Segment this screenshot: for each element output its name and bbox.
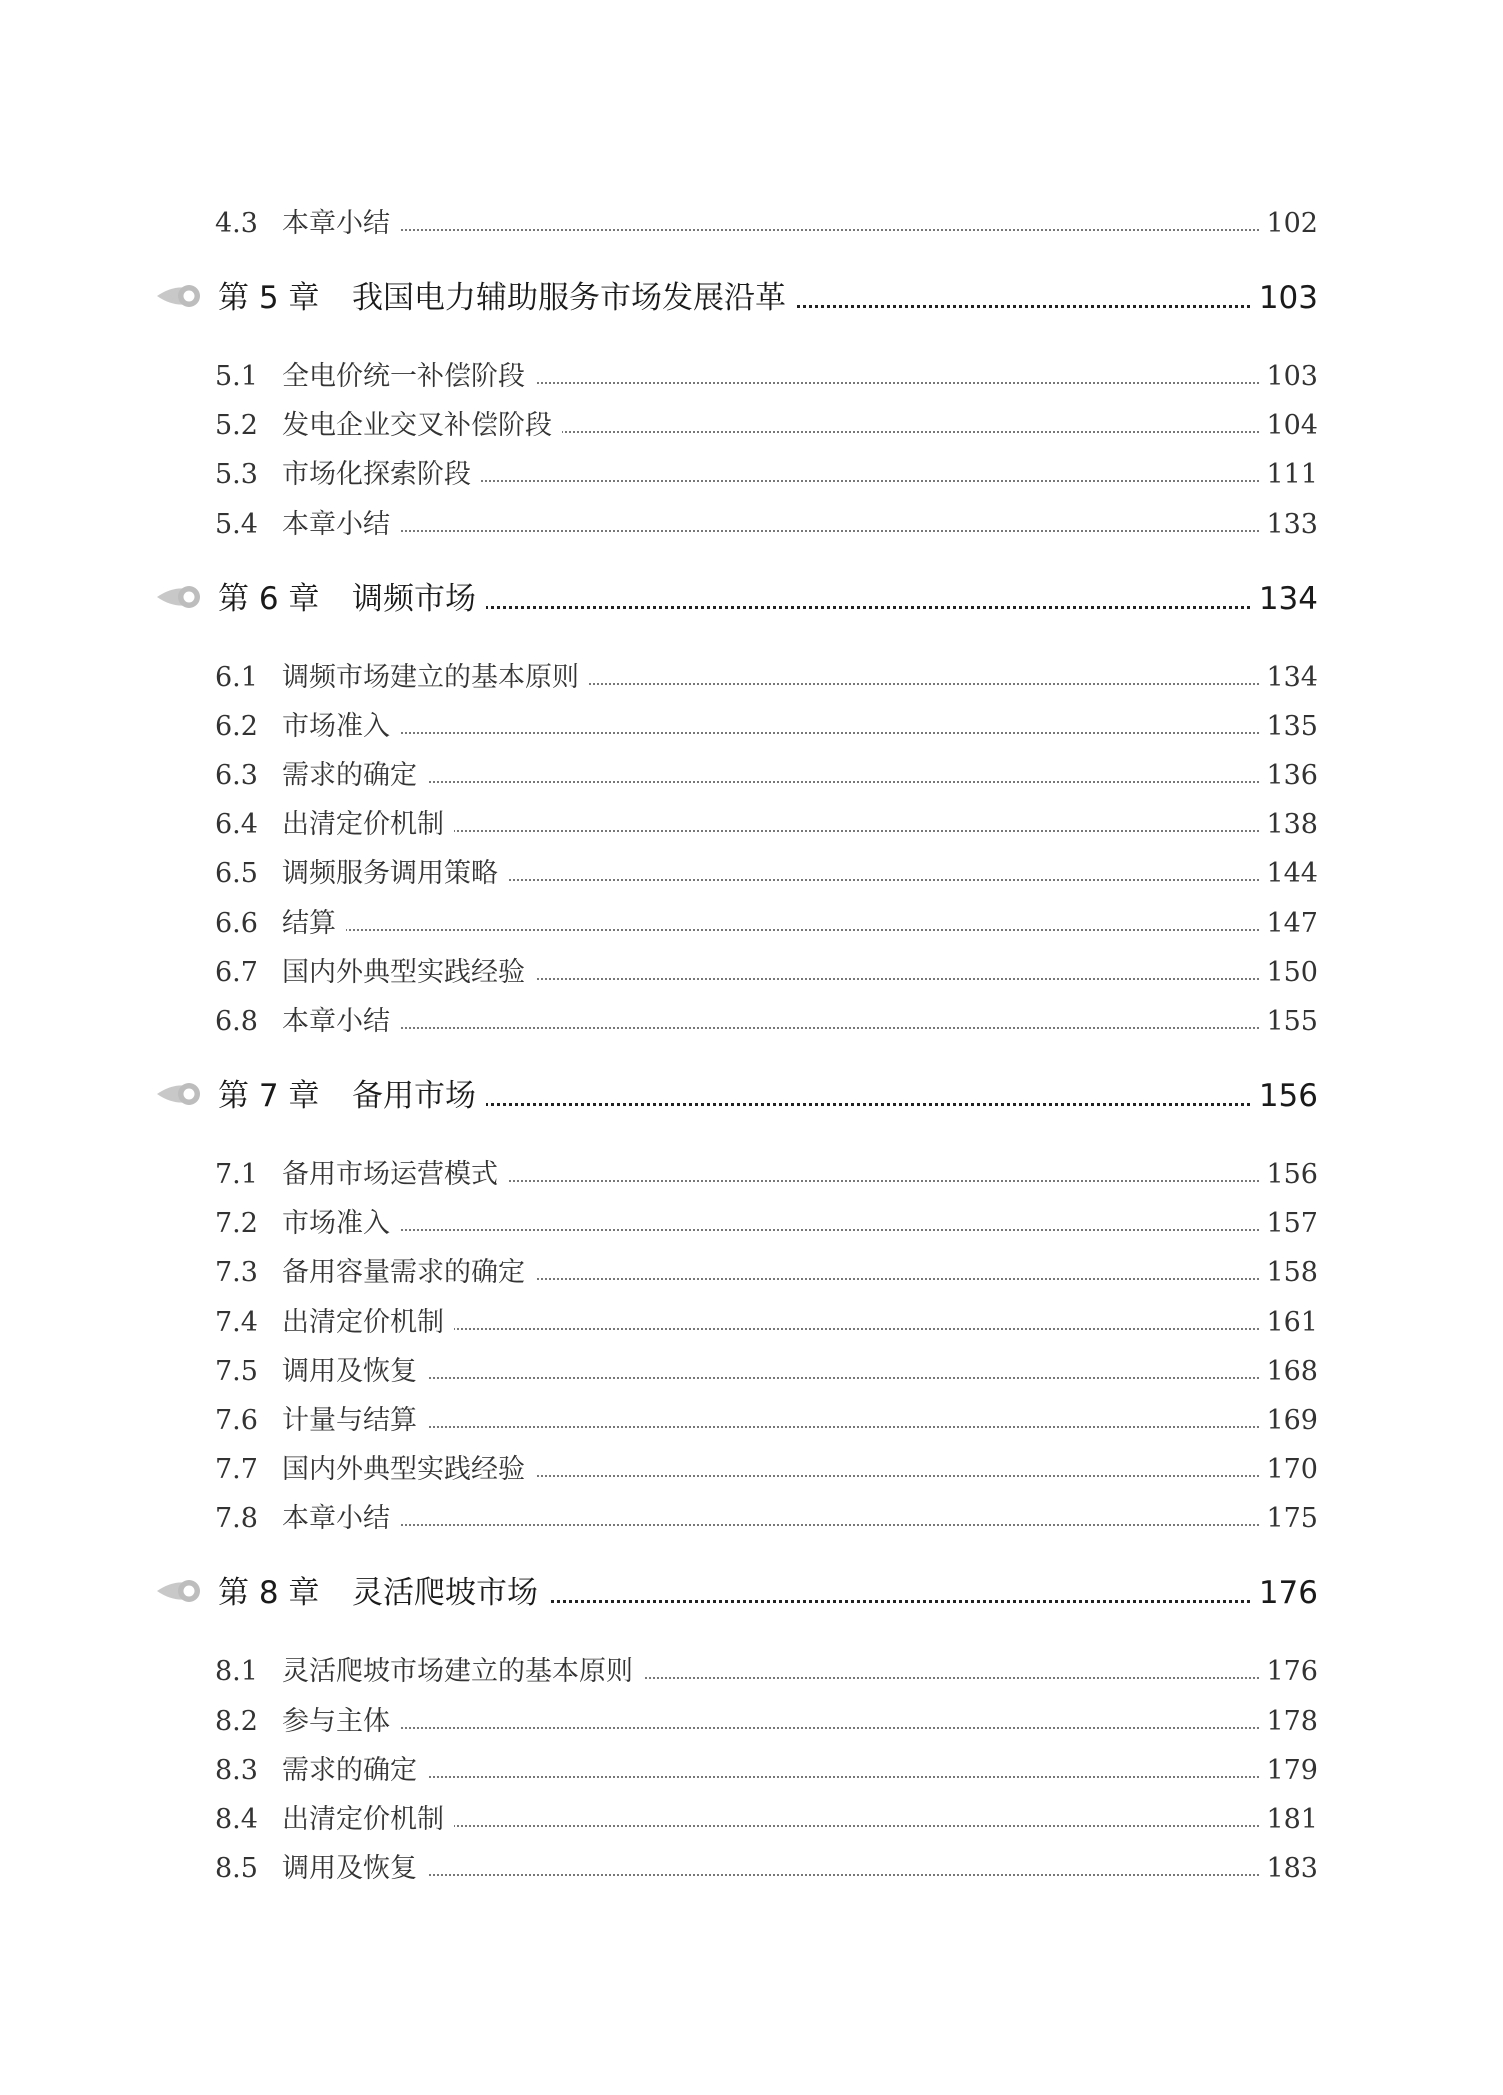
section-number: 6.7 bbox=[215, 956, 258, 988]
toc-section-row[interactable] bbox=[0, 951, 1503, 995]
toc-chapter-row[interactable] bbox=[0, 1068, 1503, 1124]
dot-leader bbox=[282, 1874, 1318, 1876]
chapter-number: 第 7 章 bbox=[218, 1078, 320, 1114]
page-number: 158 bbox=[1260, 1251, 1318, 1295]
section-title: 全电价统一补偿阶段 bbox=[282, 355, 535, 399]
toc-section-row[interactable] bbox=[0, 503, 1503, 547]
section-title: 需求的确定 bbox=[282, 1749, 427, 1793]
section-title: 本章小结 bbox=[282, 202, 400, 246]
chapter-marker-icon bbox=[155, 1576, 205, 1606]
chapter-marker-icon bbox=[155, 281, 205, 311]
chapter-title: 调频市场 bbox=[352, 571, 486, 627]
section-number: 5.1 bbox=[215, 361, 258, 392]
page-number: 157 bbox=[1260, 1202, 1318, 1246]
toc-section-row[interactable] bbox=[0, 754, 1503, 798]
dot-leader bbox=[352, 1103, 1318, 1106]
section-number: 7.5 bbox=[215, 1355, 258, 1387]
section-number: 4.3 bbox=[215, 208, 258, 239]
section-title: 备用市场运营模式 bbox=[282, 1153, 508, 1197]
section-number: 7.8 bbox=[215, 1503, 258, 1535]
section-title: 计量与结算 bbox=[282, 1399, 427, 1443]
page-number: 138 bbox=[1260, 803, 1318, 847]
page-number: 168 bbox=[1260, 1350, 1318, 1394]
toc-section-row[interactable] bbox=[0, 355, 1503, 399]
section-title: 调用及恢复 bbox=[282, 1847, 427, 1891]
page-number: 150 bbox=[1260, 951, 1318, 995]
dot-leader bbox=[352, 606, 1318, 609]
section-title: 市场准入 bbox=[282, 705, 400, 749]
dot-leader bbox=[282, 1229, 1318, 1231]
dot-leader bbox=[282, 1027, 1318, 1029]
chapter-title: 备用市场 bbox=[352, 1068, 486, 1124]
toc-section-row[interactable] bbox=[0, 1350, 1503, 1394]
section-title: 参与主体 bbox=[282, 1700, 400, 1744]
page-number: 104 bbox=[1260, 404, 1318, 448]
section-number: 5.2 bbox=[215, 410, 258, 442]
section-title: 备用容量需求的确定 bbox=[282, 1251, 535, 1295]
chapter-marker-icon bbox=[155, 1079, 205, 1109]
section-number: 7.4 bbox=[215, 1306, 258, 1338]
page-number: 103 bbox=[1253, 270, 1318, 326]
dot-leader bbox=[282, 1426, 1318, 1428]
toc-section-row[interactable] bbox=[0, 1251, 1503, 1295]
dot-leader bbox=[282, 1727, 1318, 1729]
toc-section-row[interactable] bbox=[0, 453, 1503, 497]
page-number: 179 bbox=[1260, 1749, 1318, 1793]
page-number: 133 bbox=[1260, 503, 1318, 547]
section-title: 调频服务调用策略 bbox=[282, 852, 508, 896]
page-number: 178 bbox=[1260, 1700, 1318, 1744]
dot-leader bbox=[282, 229, 1318, 231]
toc-section-row[interactable] bbox=[0, 404, 1503, 448]
section-number: 8.4 bbox=[215, 1804, 258, 1835]
chapter-title: 我国电力辅助服务市场发展沿革 bbox=[352, 270, 796, 326]
chapter-number: 第 5 章 bbox=[218, 280, 320, 316]
section-title: 市场准入 bbox=[282, 1202, 400, 1246]
toc-section-row[interactable] bbox=[0, 656, 1503, 700]
section-number: 6.8 bbox=[215, 1006, 258, 1037]
section-number: 7.1 bbox=[215, 1159, 258, 1190]
section-number: 6.3 bbox=[215, 760, 258, 791]
toc-section-row[interactable] bbox=[0, 1650, 1503, 1694]
section-number: 6.2 bbox=[215, 710, 258, 742]
section-number: 6.4 bbox=[215, 809, 258, 841]
page-number: 102 bbox=[1260, 202, 1318, 246]
toc-section-row[interactable] bbox=[0, 852, 1503, 896]
section-number: 8.5 bbox=[215, 1853, 258, 1885]
page-number: 170 bbox=[1260, 1448, 1318, 1492]
page-number: 175 bbox=[1260, 1497, 1318, 1541]
toc-section-row[interactable] bbox=[0, 1448, 1503, 1492]
section-title: 本章小结 bbox=[282, 503, 400, 547]
section-title: 灵活爬坡市场建立的基本原则 bbox=[282, 1650, 643, 1694]
dot-leader bbox=[282, 530, 1318, 532]
toc-section-row[interactable] bbox=[0, 1399, 1503, 1443]
section-title: 本章小结 bbox=[282, 1497, 400, 1541]
page-number: 111 bbox=[1260, 453, 1318, 497]
toc-chapter-row[interactable] bbox=[0, 270, 1503, 326]
toc-chapter-row[interactable] bbox=[0, 1565, 1503, 1621]
page-number: 181 bbox=[1260, 1798, 1318, 1842]
page-number: 147 bbox=[1260, 902, 1318, 946]
toc-section-row[interactable] bbox=[0, 202, 1503, 246]
page-number: 176 bbox=[1253, 1565, 1318, 1621]
page-number: 103 bbox=[1260, 355, 1318, 399]
dot-leader bbox=[282, 781, 1318, 783]
section-title: 本章小结 bbox=[282, 1000, 400, 1044]
page-number: 156 bbox=[1253, 1068, 1318, 1124]
section-title: 需求的确定 bbox=[282, 754, 427, 798]
page-number: 134 bbox=[1260, 656, 1318, 700]
toc-chapter-row[interactable] bbox=[0, 571, 1503, 627]
page-number: 183 bbox=[1260, 1847, 1318, 1891]
page-number: 156 bbox=[1260, 1153, 1318, 1197]
section-number: 8.3 bbox=[215, 1754, 258, 1786]
page-number: 169 bbox=[1260, 1399, 1318, 1443]
toc-section-row[interactable] bbox=[0, 803, 1503, 847]
toc-section-row[interactable] bbox=[0, 1700, 1503, 1744]
section-number: 7.7 bbox=[215, 1454, 258, 1486]
section-number: 7.3 bbox=[215, 1257, 258, 1289]
chapter-title: 灵活爬坡市场 bbox=[352, 1565, 548, 1621]
section-number: 6.5 bbox=[215, 858, 258, 890]
section-number: 5.3 bbox=[215, 459, 258, 491]
page-number: 176 bbox=[1260, 1650, 1318, 1694]
dot-leader bbox=[282, 1524, 1318, 1526]
section-number: 8.1 bbox=[215, 1656, 258, 1688]
section-title: 发电企业交叉补偿阶段 bbox=[282, 404, 562, 448]
section-number: 7.2 bbox=[215, 1208, 258, 1240]
toc-section-row[interactable] bbox=[0, 705, 1503, 749]
section-number: 6.6 bbox=[215, 907, 258, 939]
page-number: 135 bbox=[1260, 705, 1318, 749]
chapter-number: 第 8 章 bbox=[218, 1575, 320, 1612]
toc-section-row[interactable] bbox=[0, 1749, 1503, 1793]
page-number: 144 bbox=[1260, 852, 1318, 896]
section-number: 5.4 bbox=[215, 508, 258, 540]
page-number: 155 bbox=[1260, 1000, 1318, 1044]
page-number: 134 bbox=[1253, 571, 1318, 627]
chapter-number: 第 6 章 bbox=[218, 580, 320, 617]
page-number: 136 bbox=[1260, 754, 1318, 798]
section-title: 市场化探索阶段 bbox=[282, 453, 481, 497]
toc-section-row[interactable] bbox=[0, 1301, 1503, 1345]
toc-section-row[interactable] bbox=[0, 1153, 1503, 1197]
section-title: 出清定价机制 bbox=[282, 803, 454, 847]
section-title: 出清定价机制 bbox=[282, 1798, 454, 1842]
toc-section-row[interactable] bbox=[0, 902, 1503, 946]
section-title: 调频市场建立的基本原则 bbox=[282, 656, 589, 700]
toc-section-row[interactable] bbox=[0, 1847, 1503, 1891]
toc-section-row[interactable] bbox=[0, 1000, 1503, 1044]
dot-leader bbox=[282, 1776, 1318, 1778]
dot-leader bbox=[282, 732, 1318, 734]
section-number: 6.1 bbox=[215, 661, 258, 693]
section-title: 出清定价机制 bbox=[282, 1301, 454, 1345]
page-number: 161 bbox=[1260, 1301, 1318, 1345]
chapter-marker-icon bbox=[155, 582, 205, 612]
section-title: 国内外典型实践经验 bbox=[282, 951, 535, 995]
dot-leader bbox=[282, 929, 1318, 931]
section-title: 国内外典型实践经验 bbox=[282, 1448, 535, 1492]
toc-section-row[interactable] bbox=[0, 1497, 1503, 1541]
section-title: 调用及恢复 bbox=[282, 1350, 427, 1394]
dot-leader bbox=[282, 1377, 1318, 1379]
section-title: 结算 bbox=[282, 902, 346, 946]
toc-section-row[interactable] bbox=[0, 1798, 1503, 1842]
section-number: 8.2 bbox=[215, 1705, 258, 1737]
toc-section-row[interactable] bbox=[0, 1202, 1503, 1246]
section-number: 7.6 bbox=[215, 1405, 258, 1436]
